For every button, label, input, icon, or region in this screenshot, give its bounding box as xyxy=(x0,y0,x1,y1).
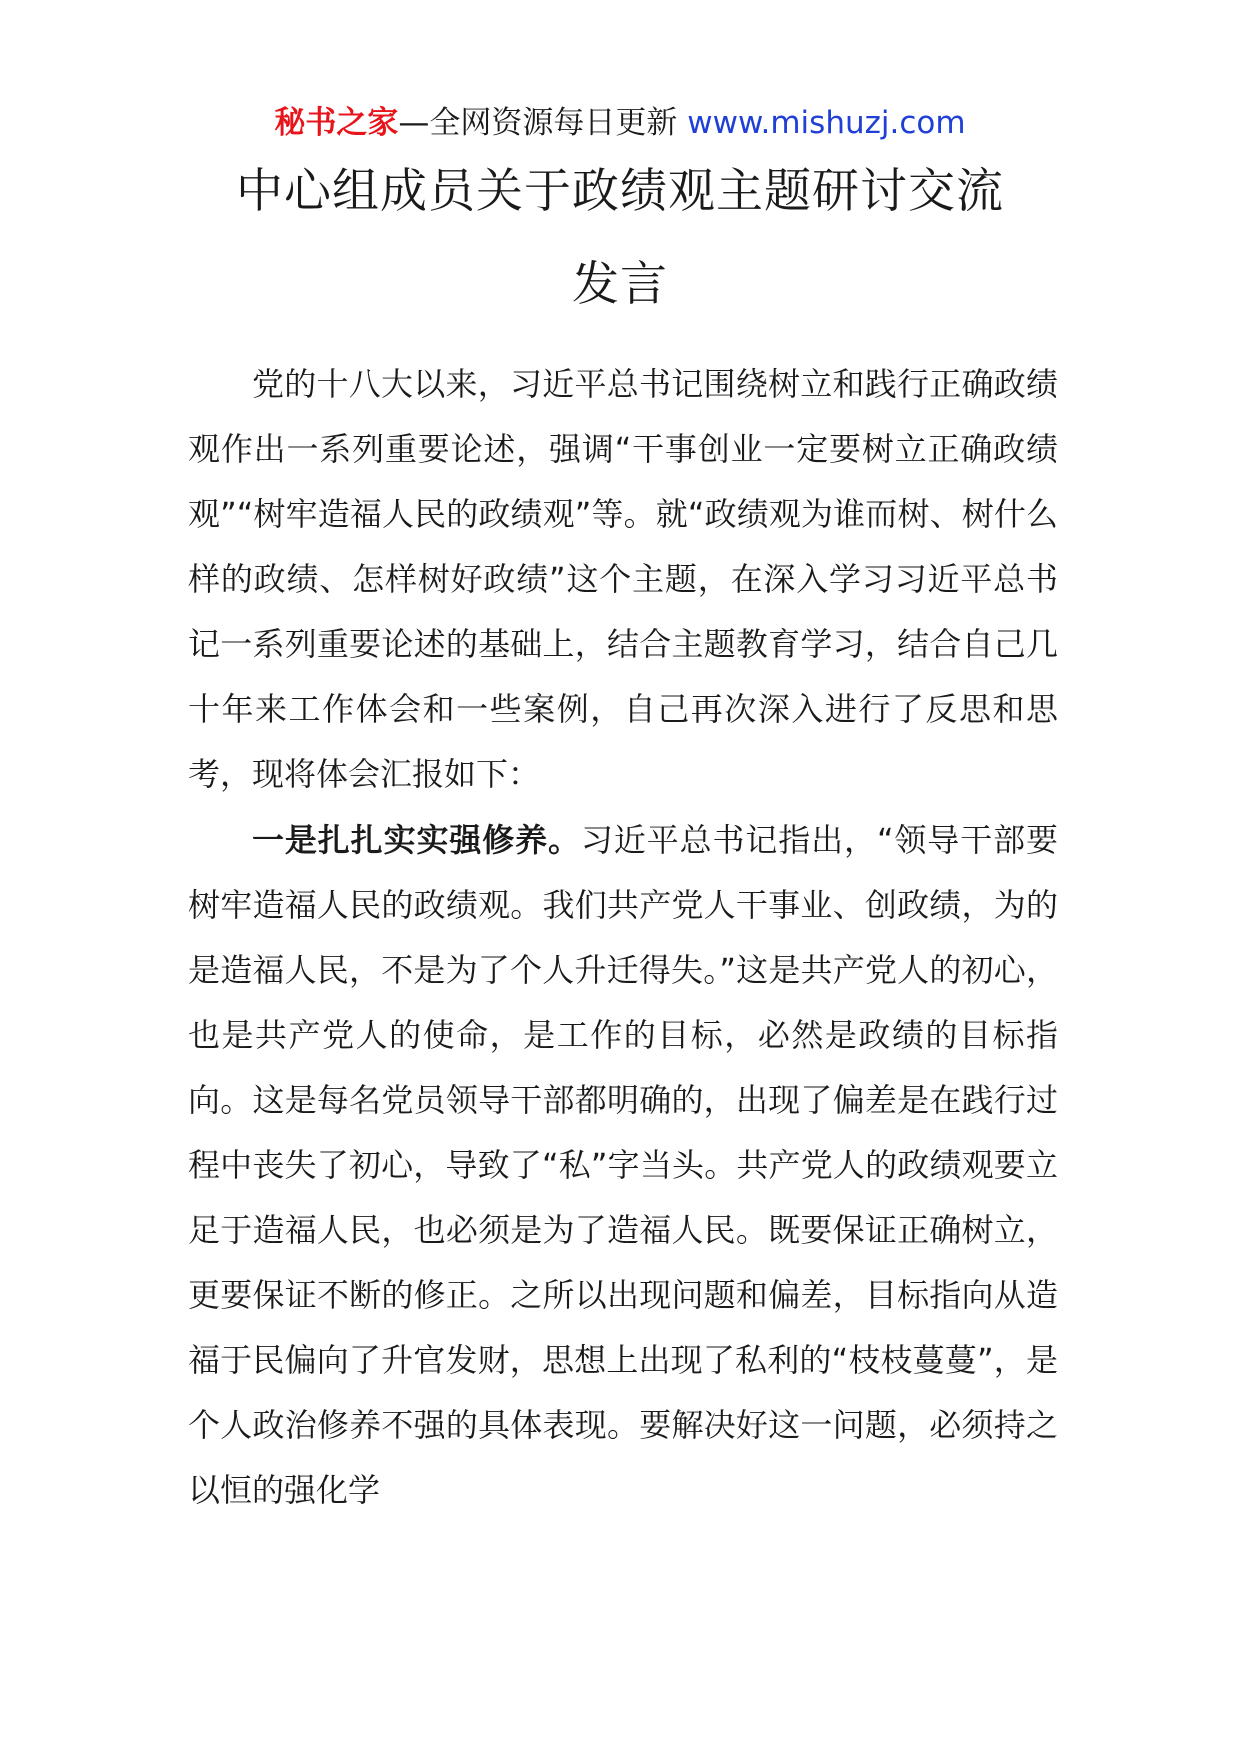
brand-name: 秘书之家 xyxy=(274,105,399,141)
header-tagline: 全网资源每日更新 xyxy=(429,105,678,141)
site-url-link[interactable]: www.mishuzj.com xyxy=(687,105,966,141)
paragraph-intro: 党的十八大以来，习近平总书记围绕树立和践行正确政绩观作出一系列重要论述，强调“干事创业一定要树立正确政绩观”“树牢造福人民的政绩观”等。就“政绩观为谁而树、树什么样的政绩、怎样树好政绩”这个主题，在深入学习习近平总书记一系列重要论述的基础上，结合主题教育学习，结合自己几十年来工作体会和一些案例，自己再次深入进行了反思和思考，现将体会汇报如下： xyxy=(188,365,1058,793)
section-1-text: 习近平总书记指出，“领导干部要树牢造福人民的政绩观。我们共产党人干事业、创政绩，为的是造福人民，不是为了个人升迁得失。”这是共产党人的初心，也是共产党人的使命，是工作的目标，必然是政绩的目标指向。这是每名党员领导干部都明确的，出现了偏差是在践行过程中丧失了初心，导致了“私”字当头。共产党人的政绩观要立足于造福人民，也必须是为了造福人民。既要保证正确树立，更要保证不断的修正。之所以出现问题和偏差，目标指向从造福于民偏向了升官发财，思想上出现了私利的“枝枝蔓蔓”，是个人政治修养不强的具体表现。要解决好这一问题，必须持之以恒的强化学 xyxy=(188,821,1058,1509)
document-body xyxy=(188,352,1058,1524)
document-title-line-1: 中心组成员关于政绩观主题研讨交流 xyxy=(236,164,1004,219)
site-header xyxy=(0,100,1240,146)
header-separator: — xyxy=(398,105,430,141)
document-title-line-2: 发言 xyxy=(572,257,668,312)
paragraph-section-1 xyxy=(188,808,1058,1523)
section-1-heading: 一是扎扎实实强修养。 xyxy=(252,821,581,859)
